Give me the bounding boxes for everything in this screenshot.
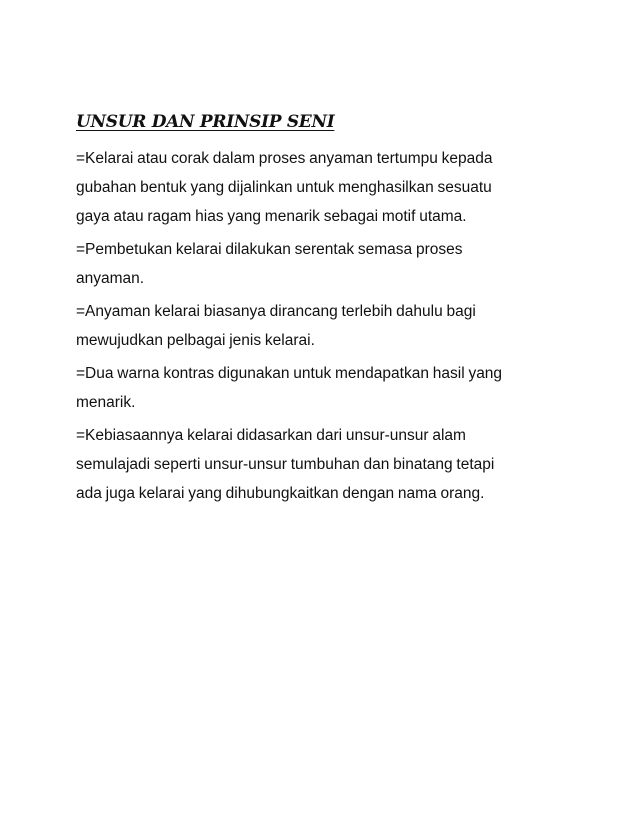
paragraph-line: ada juga kelarai yang dihubungkaitkan dengan nama orang. bbox=[76, 485, 485, 502]
paragraph-line: semulajadi seperti unsur-unsur tumbuhan dan binatang tetapi bbox=[76, 456, 495, 473]
paragraph-4 bbox=[76, 359, 576, 417]
paragraph-line: =Pembetukan kelarai dilakukan serentak semasa proses bbox=[76, 241, 463, 258]
paragraph-line: =Kebiasaannya kelarai didasarkan dari unsur-unsur alam bbox=[76, 427, 466, 444]
paragraph-line: =Dua warna kontras digunakan untuk mendapatkan hasil yang bbox=[76, 365, 503, 382]
paragraph-line: =Kelarai atau corak dalam proses anyaman tertumpu kepada bbox=[76, 150, 493, 167]
paragraph-line: =Anyaman kelarai biasanya dirancang terlebih dahulu bagi bbox=[76, 303, 476, 320]
paragraph-3 bbox=[76, 297, 576, 355]
paragraph-line: mewujudkan pelbagai jenis kelarai. bbox=[76, 332, 315, 349]
paragraph-1 bbox=[76, 144, 576, 231]
document-content bbox=[76, 110, 576, 512]
paragraph-line: gaya atau ragam hias yang menarik sebagai motif utama. bbox=[76, 208, 467, 225]
document-heading: UNSUR DAN PRINSIP SENI bbox=[76, 112, 335, 132]
paragraph-line: menarik. bbox=[76, 394, 136, 411]
paragraph-2 bbox=[76, 235, 576, 293]
paragraph-line: gubahan bentuk yang dijalinkan untuk menghasilkan sesuatu bbox=[76, 179, 492, 196]
paragraph-5 bbox=[76, 421, 576, 508]
paragraph-line: anyaman. bbox=[76, 270, 145, 287]
